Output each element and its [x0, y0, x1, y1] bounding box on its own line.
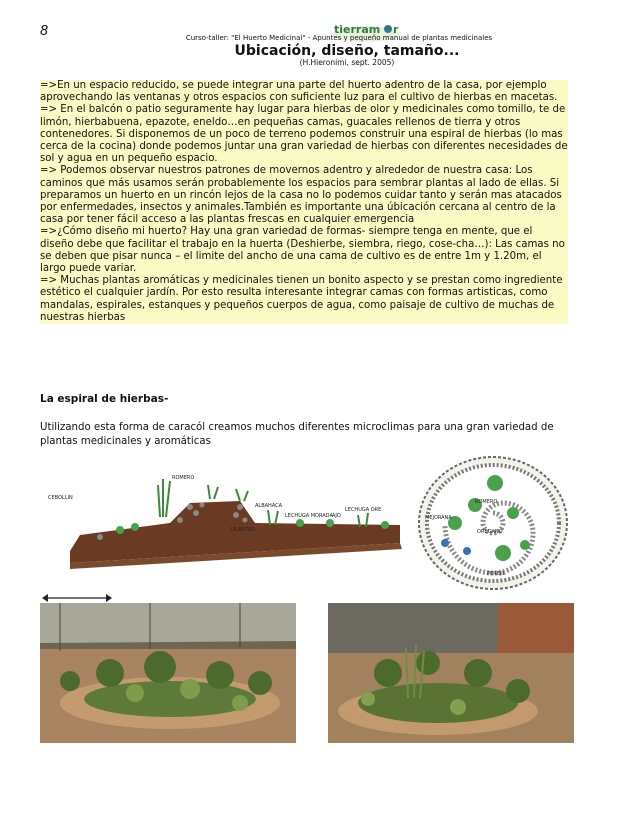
page-number: 8 [40, 24, 49, 39]
section-heading: La espiral de hierbas- [40, 393, 169, 405]
svg-text:tierram: tierram [334, 23, 381, 36]
paragraph: => Muchas plantas aromáticas y medicinales tienen un bonito aspecto y se prestan como ingrediente estético el cualquier jardín. Por esto resulta interesante integrar camas con formas artisticas, como mandalas, espirales, estanques y pequeños cuerpos de agua, como paisaje de cultivo de muchas de nuestras hierbas [40, 275, 563, 323]
course-line: Curso-taller: "El Huerto Medicinal" - Apuntes y pequeño manual de plantas medicinales [185, 34, 493, 42]
spiral-photo-2 [328, 603, 574, 743]
label-romero: ROMERO [172, 475, 195, 481]
paragraph: => Podemos observar nuestros patrones de movernos adentro y alrededor de nuestra casa: Los caminos que más usamos serán probablemente los espacios para sembrar plantas al lado de ellas. Si preparamos un huerto en un rincón lejos de la casa no lo podemos cuidar tanto y serán mas atacados por enfermedades, insectos y animales.También es importante una úbicación cercana al centro de la casa por tener fácil acceso a las plantas frescas en cualquier emergencia [40, 165, 562, 226]
label-cebollin: CEBOLLIN [48, 495, 73, 501]
body-text [40, 80, 568, 324]
double-arrow-icon [42, 593, 112, 603]
label-ajo: AJO [332, 513, 341, 519]
page-title: Ubicación, diseño, tamaño... [234, 43, 460, 59]
label-lechuga-ore: LECHUGA ORE [345, 507, 382, 513]
svg-text:r: r [393, 23, 399, 36]
spiral-top-drawing [415, 453, 573, 593]
label-lechuga-morada: LECHUGA MORADA [285, 513, 333, 519]
label-perejil: PEREJIL [487, 571, 506, 577]
label-cilantro: CILANTRO [230, 527, 256, 533]
author-line: (H.Hieronimi, sept. 2005) [299, 58, 395, 67]
label-albahaca: ALBAHACA [255, 503, 283, 509]
label-mejorana: MEJORANA [425, 515, 452, 521]
label-romero-top: ROMERO [475, 499, 498, 505]
label-oregano: OREGANO [477, 529, 503, 535]
spiral-side-drawing [40, 465, 410, 585]
paragraph: =>¿Cómo diseño mi huerto? Hay una gran variedad de formas- siempre tenga en mente, que el diseño debe que facilitar el trabajo en la huerta (Deshierbe, siembra, riego, cose-cha…): Las camas no se deben que pisar nunca – el limite del ancho de una cama de cultivo es de entre 1m y 1.20m, el largo puede variar. [40, 226, 565, 275]
spiral-photo-1 [40, 603, 296, 743]
section-intro: Utilizando esta forma de caracól creamos muchos diferentes microclimas para una gran variedad de plantas medicinales y aromáticas [40, 422, 554, 447]
paragraph: => En el balcón o patio seguramente hay lugar para hierbas de olor y medicinales como tomillo, te de limón, hierbabuena, epazote, eneldo…en pequeñas camas, guacales rellenos de tierra y otros contenedores. Si disponemos de un poco de terreno podemos construir una espiral de hierbas (lo mas cerca de la cocina) donde podemos juntar una gran variedad de hierbas con diferentes necesidades de sol y agua en un pequeño espacio. [40, 104, 568, 165]
paragraph: =>En un espacio reducido, se puede integrar una parte del huerto adentro de la casa, por ejemplo aprovechando las ventanas y otros espacios con suficiente luz para el cultivo de hierbas en macetas. [40, 80, 558, 104]
